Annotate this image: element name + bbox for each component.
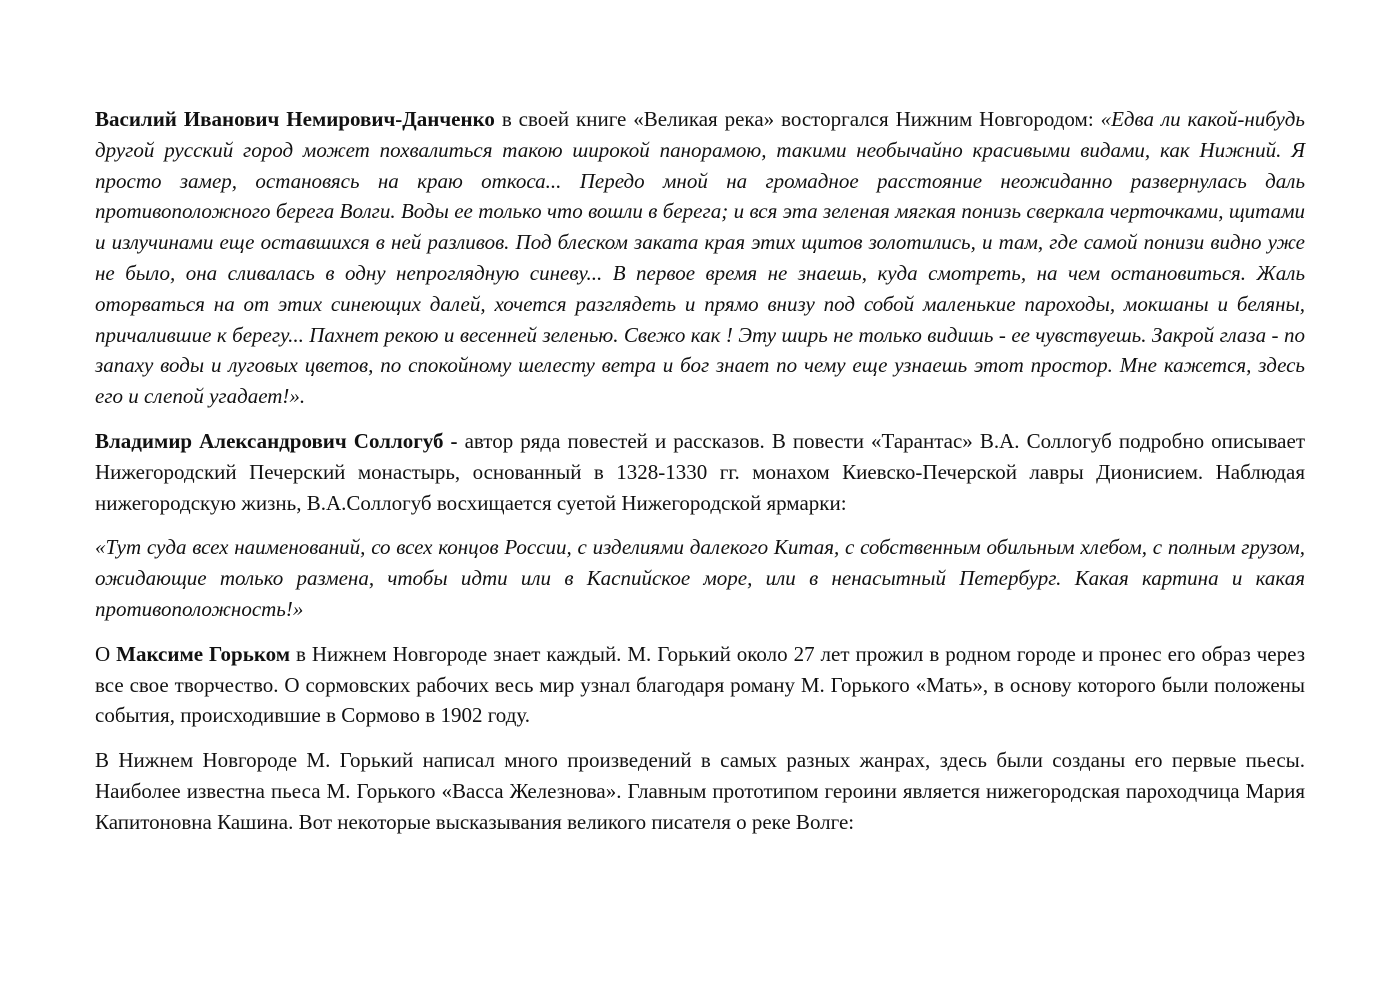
author-name: Владимир Александрович Соллогуб - [95, 428, 458, 453]
paragraph-prefix: О [95, 641, 117, 666]
author-name: Василий Иванович Немирович-Данченко [95, 107, 495, 131]
paragraph-sollogub [95, 426, 1305, 518]
paragraph-text: в Нижнем Новгороде знает каждый. М. Горький около 27 лет прожил в родном городе и пронес его образ через все свое творчество. О сормовских рабочих весь мир узнал благодаря роману М. Горького «Мать», в основу которого были положены события, происходившие в Сормово в 1902 году. [95, 641, 1305, 728]
paragraph-gorky-works [95, 745, 1305, 837]
quote-text: «Едва ли какой-нибудь другой русский город может похвалиться такою широкой панорамою, такими необычайно красивыми видами, как Нижний. Я просто замер, остановясь на краю откоса... Передо мной на громадное расстояние неожиданно развернулась даль противоположного берега Волги. Воды ее только что вошли в берега; и вся эта зеленая мягкая понизь сверкала черточками, щитами и излучинами еще оставшихся в ней разливов. Под блеском заката края этих щитов золотились, и там, где самой понизи видно уже не было, она сливалась в одну непроглядную синеву... В первое время не знаешь, куда смотреть, на чем остановиться. Жаль оторваться на от этих синеющих далей, хочется разглядеть и прямо внизу под собой маленькие пароходы, мокшаны и беляны, причалившие к берегу... Пахнет рекою и весенней зеленью. Свежо как ! Эту ширь не только видишь - ее чувствуешь. Закрой глаза - по запаху воды и луговых цветов, по спокойному шелесту ветра и бог знает по чему еще узнаешь этот простор. Мне кажется, здесь его и слепой угадает!». [95, 107, 1305, 409]
author-name: Максиме Горьком [116, 641, 291, 666]
quote-text: «Тут суда всех наименований, со всех концов России, с изделиями далекого Китая, с собственным обильным хлебом, с полным грузом, ожидающие только размена, чтобы идти или в Каспийское море, или в ненасытный Петербург. Какая картина и какая противоположность!» [95, 535, 1305, 621]
paragraph-gorky [95, 639, 1305, 731]
paragraph-nemirovich-danchenko [95, 104, 1305, 412]
document-page [95, 104, 1305, 852]
paragraph-text: В Нижнем Новгороде М. Горький написал много произведений в самых разных жанрах, здесь были созданы его первые пьесы. Наиболее известна пьеса М. Горького «Васса Железнова». Главным прототипом героини является нижегородская пароходчица Мария Капитоновна Кашина. Вот некоторые высказывания великого писателя о реке Волге: [95, 748, 1305, 834]
paragraph-text: автор ряда повестей и рассказов. В повести «Тарантас» В.А. Соллогуб подробно описывает Нижегородский Печерский монастырь, основанный в 1328-1330 гг. монахом Киевско-Печерской лавры Дионисием. Наблюдая нижегородскую жизнь, В.А.Соллогуб восхищается суетой Нижегородской ярмарки: [95, 428, 1305, 515]
paragraph-sollogub-quote [95, 532, 1305, 624]
paragraph-text: в своей книге «Великая река» восторгался Нижним Новгородом: [494, 107, 1101, 131]
